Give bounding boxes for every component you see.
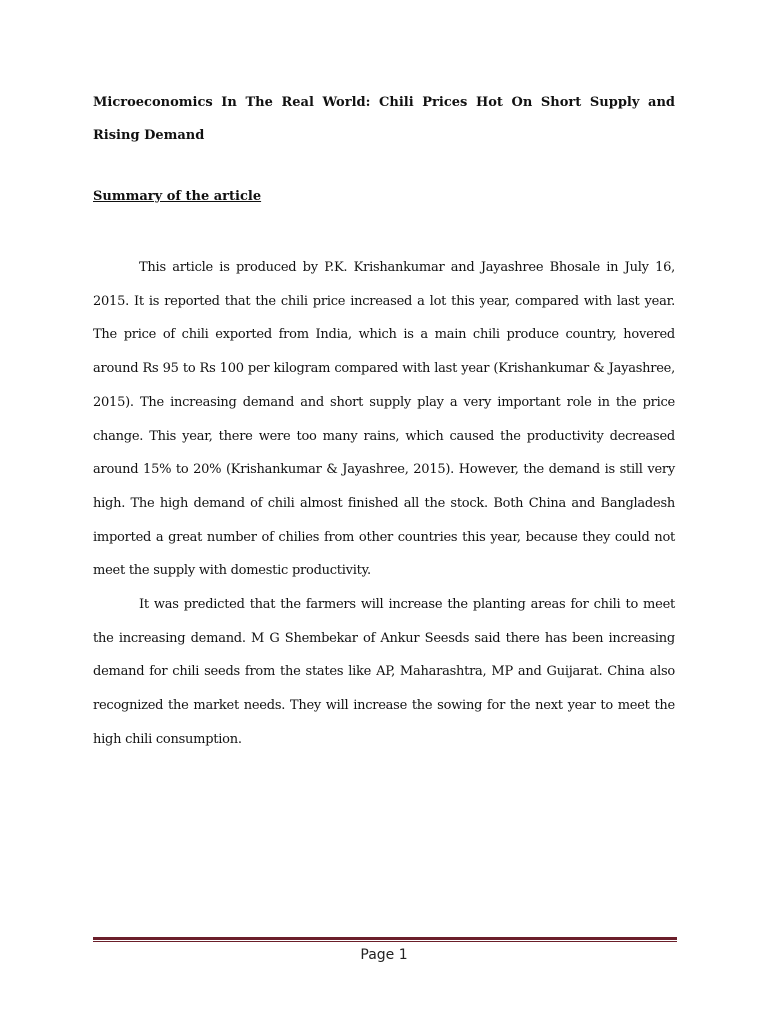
document-title: Microeconomics In The Real World: Chili Prices Hot On Short Supply and Rising Demand [93, 95, 675, 143]
section-heading-summary: Summary of the article [93, 189, 262, 204]
page-number: Page 1 [360, 947, 408, 963]
paragraph: It was predicted that the farmers will increase the planting areas for chili to meet the increasing demand. M G Shembekar of Ankur Seesds said there has been increasing demand for chili seeds from the states like AP, Maharashtra, MP and Guijarat. China also recognized the market needs. They will increase the sowing for the next year to meet the high chili consumption. [93, 597, 675, 747]
article-body [93, 251, 675, 757]
paragraph: This article is produced by P.K. Krishankumar and Jayashree Bhosale in July 16, 2015. It is reported that the chili price increased a lot this year, compared with last year. The price of chili exported from India, which is a main chili produce country, hovered around Rs 95 to Rs 100 per kilogram compared with last year (Krishankumar & Jayashree, 2015). The increasing demand and short supply play a very important role in the price change. This year, there were too many rains, which caused the productivity decreased around 15% to 20% (Krishankumar & Jayashree, 2015). However, the demand is still very high. The high demand of chili almost finished all the stock. Both China and Bangladesh imported a great number of chilies from other countries this year, because they could not meet the supply with domestic productivity. [93, 260, 675, 579]
footer-divider-thin-line [93, 941, 677, 942]
footer-divider-thick-line [93, 937, 677, 940]
footer-divider [93, 937, 677, 943]
